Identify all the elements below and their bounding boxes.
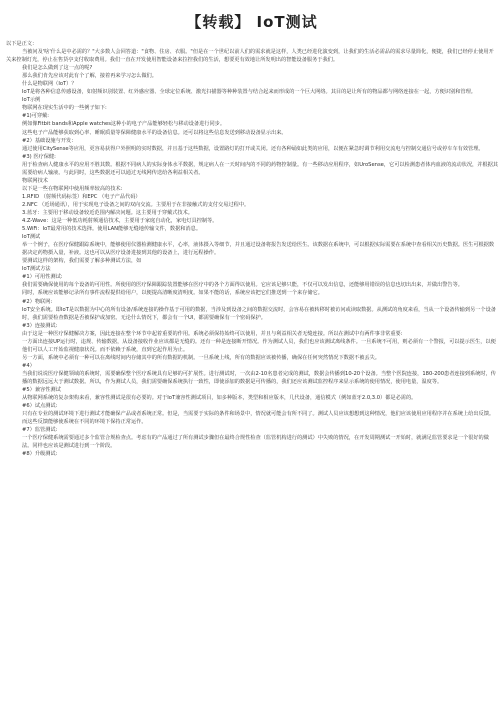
paragraph: IoT测试方法 (22, 266, 51, 273)
paragraph: 以下是正文： (6, 41, 38, 47)
paragraph: #2）物联网: (22, 298, 53, 305)
paragraph: 当被问及'啥'什么是中必需的？"大多数人会回答道："食物、住房、衣服。"但是在一个世纪以前人们的需求就是这样，人类已经进化演变到，让我们的生活必需品的需求尽量简化，便捷，我们已经停止使用开关来控制灯光，停止在售货亭支付收取费用。我们一直在开发使用智能设备来拉控我们的生活，想要更有效地让所发明出的智能设备服务于我们。 (6, 49, 494, 64)
paragraph: #3）连接测试: (22, 322, 58, 329)
paragraph: IoT安全系统。即IoT是以数据为中心的所有设备/系统连接的操作基于可用的数据，当涉及到设备之间的数据交流时，会容易在被转移时被访问或读取数据。从测试的角度来看，当从一个设备传输到另一个设备时，我们需要检查数据是否被保护或加密。无论什么情况下，都会有一个UI，都需要确保有一个密码保护。 (22, 306, 496, 321)
paragraph: #1）可用性测试: (22, 274, 63, 281)
paragraph: #5）兼容性测试 (22, 387, 61, 394)
paragraph: 另一方面，系统中必须有一种可以在离线时间内存储其中的所有数据的机制。一旦系统上线，所有的数据应该被传播，确保在任何突然情况下数据不被丢失。 (22, 354, 380, 361)
paragraph: 要测试这样的架构，我们需要了解多种测试方法，如 (22, 258, 142, 265)
paragraph: 那么我们肯先应该对此有个了解，接着再来学习怎么做们。 (22, 73, 157, 80)
page-title: 【转载】 IoT测试 (186, 13, 318, 31)
paragraph: 1.RFID （射频代码标签）和EPC （电子产品代码） (22, 193, 141, 200)
paragraph: #7）监管测试: (22, 427, 58, 434)
paragraph: 同时，系统应该能够记录所有事件流程提供给用户，以便提高清晰度清明度。如果不能的话，系统应该把它们推送到一个来存储它。 (22, 290, 323, 297)
paragraph: 只有在专业的测试环境下进行测试才能确保产品或者系统正常。但是，当需要于实际的条件和场景中，情况就可能会有所不同了。测试人员应该想想到这种情况，他们应该使用应用程序并在系统上给出反馈。而这些反馈能够使系统在不同的环境下保持正常运作。 (22, 411, 495, 426)
paragraph: #2）基础设施与开发： (22, 137, 77, 144)
paragraph: 一方面出连接UP运行时，违规、传输数据，从设备接收作业应该都是无缝的。还有一种是连接断开情况。作为测试人员，我们也应该测试离线条件。一旦系统不可用，则必须有一个警报，可以提示医生，以便他们可以人工开始监视健康状况。而不依赖于系统，直到它起作用为止。 (22, 338, 496, 353)
paragraph: 以下是一些在物联网中使用频率较高的技术: (22, 185, 123, 192)
paragraph: 例如像Fitbit bands和Apple watches这种小的电子产品能够轻松与移动设备进行同步。 (22, 121, 226, 128)
paragraph: #4） (22, 362, 35, 369)
paragraph: 这些电子产品能够获取到心率、睡眠质量等保障健康水平的设备信息。还可以将这些信息发送到移动设备显示出来。 (22, 129, 287, 136)
paragraph: 物联网技术 (22, 177, 48, 184)
paragraph: 我们需要确保使用的每个设备的可用性。所使用的医疗保障跟踪装置能够在医疗中的各个方面得以使用。它应该足够只能，不仅可以发出信息，还能够用错误的信息也切出出来，并做出警告等。 (22, 282, 463, 289)
paragraph: 3.蓝牙：主要用于移动设备较近范围内解决问题。这主要用于穿戴式技术。 (22, 209, 193, 216)
paragraph: #6）试点测试: (22, 403, 58, 410)
paragraph: #3) 医疗保健: (22, 153, 56, 160)
paragraph: 4.Z-Wave：这是一种低功耗射频通信技术，主要用于家庭自动化，家电灯具控制等。 (22, 218, 218, 225)
paragraph: 5.WiFi：IoT最常用的技术选择。使用LAN能够无缝地传输文件，数据和消息。 (22, 226, 202, 233)
paragraph: 一个医疗保健系统需要通过多个监管合规检查点。考虑有的产品通过了所有测试步骤但在最终合规性检查（监管机构进行的测试）中失败的情况，在开发周期测试一开始时，就满足监管要求是一个很好的做法。同样也应该是测试进行到一个阶段。 (22, 435, 489, 450)
paragraph: #1)可穿戴: (22, 113, 49, 120)
article-body (6, 40, 498, 458)
paragraph: IoT是将各种信息传感设备，如射频识别装置、红外感应器、全球定位系统、激光扫描器等种种装置与结合起来而形成的一个巨大网络。其目的是让所有的物品都与网络连接在一起，方便识别和管理。 (22, 89, 476, 96)
paragraph: 我们是怎么做到了这一点的呢? (22, 65, 93, 72)
paragraph: 当我们说说医疗保健领域的系统时，需要确保整个医疗系统具有足够的可扩展性。进行测试时，一次由2-10名患者完成的测试，数据会传播到10-20个设备。当整个医院连接，180-200患者连接到系统时，传播的数据远远大于测试数据。所以，作为测试人员，我们需要确保系统执行一致性，即使添加的数据是可传播的，我们还应该测试监控程序来显示系统的使用情况，使用电量，温度等。 (22, 370, 496, 385)
paragraph: 什么是物联网（IoT）？ (22, 81, 77, 88)
paragraph: #8）升级测试: (22, 451, 58, 458)
paragraph: 从物联网系统的复杂架构来看，兼容性测试是很有必要的。对于IoT兼容性测试项目，如多种版本，类型和相应版本，几代设备，通信模式（例如蓝牙2.0,3.0）都是必需的。 (22, 395, 417, 402)
paragraph: 举一个例子，在医疗保健跟踪系统中，能够使用仪器检测健康水平，心率，液体摄入等细节，并且通过设备将报告发送给医生。该数据在系统中，可以根据实际需要在系统中查看相关历史数据。医生可根据数据决定药物摄入量，补液。这也可以从医疗设备进接到其他的设备上，进行远程操作。 (22, 242, 495, 257)
paragraph: 2.NFC （近场通讯），用于实现电子设备之间的双向交流。主要用于在非接触式的支付交易过程中。 (22, 201, 250, 208)
paragraph: IoT示例 (22, 97, 41, 104)
paragraph: 通过使用CitySense等应用，更容易获得户外照明的实时数据，并且基于这些数据，设置路灯的打开或关闭。还有各种诵如此类的应用，以便在紧急时调节利用交流电与控制交通信号或停车车有效管理。 (22, 145, 484, 152)
paragraph: 用于检查病人健康水平的应用不胜其数。根据不同病人的实际身体水平数据，规定病人在一天时间内的不同的药物控制量。有一些移动应用程序，如UroSense，它可以检测患者体内血液的流动状况，并根据其需要给病人输液。与此同时，这些数据还可以通过无线网传送给各利益相关者。 (22, 161, 498, 176)
paragraph: IoT测试 (22, 234, 41, 241)
paragraph: 物联网在现实生活中的一些例子如下: (22, 105, 107, 112)
paragraph: 由于这是一种医疗保健解决方案，因此连接在整个环节中起着重要的作用。系统必须保持始终可以使用，并且与利益相关者无缝连接。所以在测试中有两件事非常重要: (22, 330, 403, 337)
